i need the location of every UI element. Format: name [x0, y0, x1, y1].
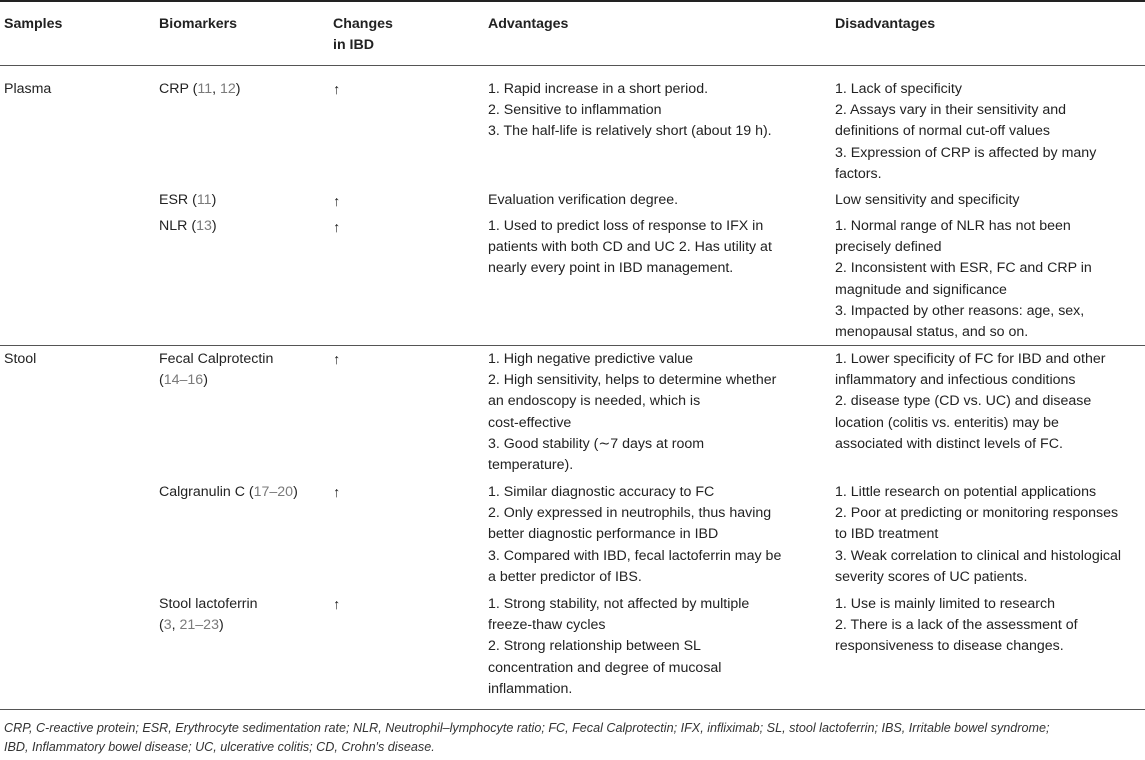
advantage-line: 2. Strong relationship between SL	[488, 638, 701, 655]
advantage-line: 1. Similar diagnostic accuracy to FC	[488, 484, 715, 500]
biomarker-cell	[159, 349, 273, 391]
citation-separator: ,	[212, 81, 220, 97]
disadvantage-line: Low sensitivity and specificity	[835, 192, 1020, 208]
disadvantage-line: 1. Lower specificity of FC for IBD and other	[835, 351, 1106, 367]
header-disadvantages: Disadvantages	[835, 16, 936, 32]
advantage-line: 1. Used to predict loss of response to IFX in	[488, 218, 764, 234]
disadvantages-cell	[835, 594, 1078, 658]
biomarker-name: Calgranulin C (	[159, 484, 254, 500]
disadvantage-line: 3. Impacted by other reasons: age, sex,	[835, 302, 1085, 319]
disadvantage-line: menopausal status, and so on.	[835, 324, 1029, 341]
citation-open: (	[159, 617, 164, 634]
footnote-line: IBD, Inflammatory bowel disease; UC, ulcerative colitis; CD, Crohn′s disease.	[4, 740, 435, 754]
citation-close: )	[203, 372, 208, 389]
citation-link[interactable]: 3	[163, 617, 172, 634]
advantage-line: patients with both CD and UC 2. Has utility at	[488, 239, 772, 256]
citation-close: )	[293, 484, 298, 500]
disadvantage-line: 1. Use is mainly limited to research	[835, 596, 1055, 612]
citation-link[interactable]: 17–20	[253, 484, 294, 500]
advantage-line: Evaluation verification degree.	[488, 192, 679, 208]
advantage-line: nearly every point in IBD management.	[488, 260, 734, 277]
disadvantages-cell	[835, 482, 1121, 588]
biomarker-name: CRP (	[159, 81, 198, 97]
citation-close: )	[211, 218, 217, 234]
biomarker-citations	[159, 370, 273, 391]
advantages-cell	[488, 349, 776, 476]
advantage-line: inflammation.	[488, 680, 573, 697]
advantage-line: 1. High negative predictive value	[488, 351, 694, 367]
header-samples: Samples	[4, 16, 63, 32]
group-divider-rule	[0, 345, 1145, 346]
header-advantages: Advantages	[488, 16, 569, 32]
footnote-line: CRP, C-reactive protein; ESR, Erythrocyte sedimentation rate; NLR, Neutrophil–lymphocyte ratio; FC, Fecal Calprotectin; IFX, infliximab; SL, stool lactoferrin; IBS, Irritable bowel syndrome;	[4, 721, 1050, 735]
advantage-line: cost-effective	[488, 414, 572, 431]
header-biomarkers: Biomarkers	[159, 16, 238, 32]
table-footnote	[4, 719, 1142, 757]
biomarker-name: Stool lactoferrin	[159, 596, 258, 612]
advantage-line: 3. The half-life is relatively short (about 19 h).	[488, 123, 772, 140]
disadvantage-line: to IBD treatment	[835, 526, 939, 543]
disadvantages-cell	[835, 79, 1096, 185]
citation-open: (	[159, 372, 164, 389]
advantages-cell	[488, 79, 772, 143]
biomarker-name: NLR (	[159, 218, 197, 234]
disadvantage-line: responsiveness to disease changes.	[835, 638, 1064, 655]
biomarker-name: Fecal Calprotectin	[159, 351, 274, 367]
advantages-cell	[488, 216, 772, 280]
biomarker-cell	[159, 594, 258, 636]
table-top-rule	[0, 0, 1145, 2]
citation-separator: ,	[171, 617, 180, 634]
disadvantage-line: 1. Little research on potential applications	[835, 484, 1097, 500]
disadvantage-line: 1. Normal range of NLR has not been	[835, 218, 1071, 234]
advantage-line: temperature).	[488, 457, 574, 474]
disadvantage-line: magnitude and significance	[835, 281, 1007, 298]
disadvantage-line: 3. Weak correlation to clinical and histological	[835, 547, 1122, 564]
disadvantages-cell	[835, 349, 1105, 455]
citation-link[interactable]: 12	[220, 81, 236, 97]
advantage-line: freeze-thaw cycles	[488, 617, 606, 634]
biomarker-citations	[159, 615, 258, 636]
biomarker-cell	[159, 216, 217, 237]
disadvantage-line: factors.	[835, 165, 882, 182]
change-arrow: ↑	[333, 352, 341, 368]
disadvantage-line: 2. Inconsistent with ESR, FC and CRP in	[835, 260, 1092, 277]
citation-close: )	[218, 617, 224, 634]
header-changes-line1: Changes	[333, 16, 393, 32]
citation-link[interactable]: 21–23	[179, 617, 219, 634]
table-bottom-rule	[0, 709, 1145, 710]
header-changes-line2: in IBD	[333, 37, 374, 54]
disadvantages-cell	[835, 216, 1092, 343]
citation-close: )	[211, 192, 217, 208]
disadvantage-line: 2. There is a lack of the assessment of	[835, 617, 1078, 634]
advantage-line: better diagnostic performance in IBD	[488, 526, 719, 543]
disadvantage-line: 3. Expression of CRP is affected by many	[835, 144, 1097, 161]
advantage-line: concentration and degree of mucosal	[488, 659, 722, 676]
disadvantage-line: 2. disease type (CD vs. UC) and disease	[835, 393, 1092, 410]
advantage-line: 2. Sensitive to inflammation	[488, 102, 662, 119]
disadvantage-line: location (colitis vs. enteritis) may be	[835, 414, 1059, 431]
advantage-line: 2. High sensitivity, helps to determine whether	[488, 372, 777, 389]
change-arrow: ↑	[333, 82, 341, 98]
advantage-line: 3. Compared with IBD, fecal lactoferrin may be	[488, 547, 782, 564]
change-arrow: ↑	[333, 194, 341, 210]
disadvantage-line: 2. Poor at predicting or monitoring responses	[835, 505, 1119, 522]
advantage-line: a better predictor of IBS.	[488, 568, 642, 585]
citation-link[interactable]: 14–16	[163, 372, 204, 389]
advantages-cell	[488, 482, 781, 588]
biomarker-name: ESR (	[159, 192, 197, 208]
header-bottom-rule	[0, 65, 1145, 66]
advantage-line: 1. Strong stability, not affected by multiple	[488, 596, 750, 612]
advantage-line: 1. Rapid increase in a short period.	[488, 81, 709, 97]
advantages-cell	[488, 594, 749, 700]
disadvantage-line: 1. Lack of specificity	[835, 81, 962, 97]
header-changes	[333, 14, 393, 56]
biomarker-cell	[159, 482, 298, 503]
disadvantage-line: 2. Assays vary in their sensitivity and	[835, 102, 1067, 119]
disadvantage-line: inflammatory and infectious conditions	[835, 372, 1076, 389]
change-arrow: ↑	[333, 220, 341, 236]
advantage-line: 2. Only expressed in neutrophils, thus having	[488, 505, 772, 522]
biomarker-cell	[159, 79, 241, 100]
advantage-line: an endoscopy is needed, which is	[488, 393, 701, 410]
disadvantage-line: definitions of normal cut-off values	[835, 123, 1051, 140]
advantages-cell	[488, 190, 678, 211]
citation-link[interactable]: 11	[196, 192, 212, 208]
change-arrow: ↑	[333, 485, 341, 501]
sample-group-label: Plasma	[4, 81, 52, 97]
citation-close: )	[235, 81, 241, 97]
disadvantage-line: associated with distinct levels of FC.	[835, 435, 1063, 452]
disadvantage-line: severity scores of UC patients.	[835, 568, 1028, 585]
advantage-line: 3. Good stability (∼7 days at room	[488, 435, 705, 452]
disadvantages-cell	[835, 190, 1020, 211]
sample-group-label: Stool	[4, 351, 37, 367]
citation-link[interactable]: 13	[196, 218, 212, 234]
disadvantage-line: precisely defined	[835, 239, 942, 256]
change-arrow: ↑	[333, 597, 341, 613]
citation-link[interactable]: 11	[197, 81, 213, 97]
biomarker-cell	[159, 190, 216, 211]
